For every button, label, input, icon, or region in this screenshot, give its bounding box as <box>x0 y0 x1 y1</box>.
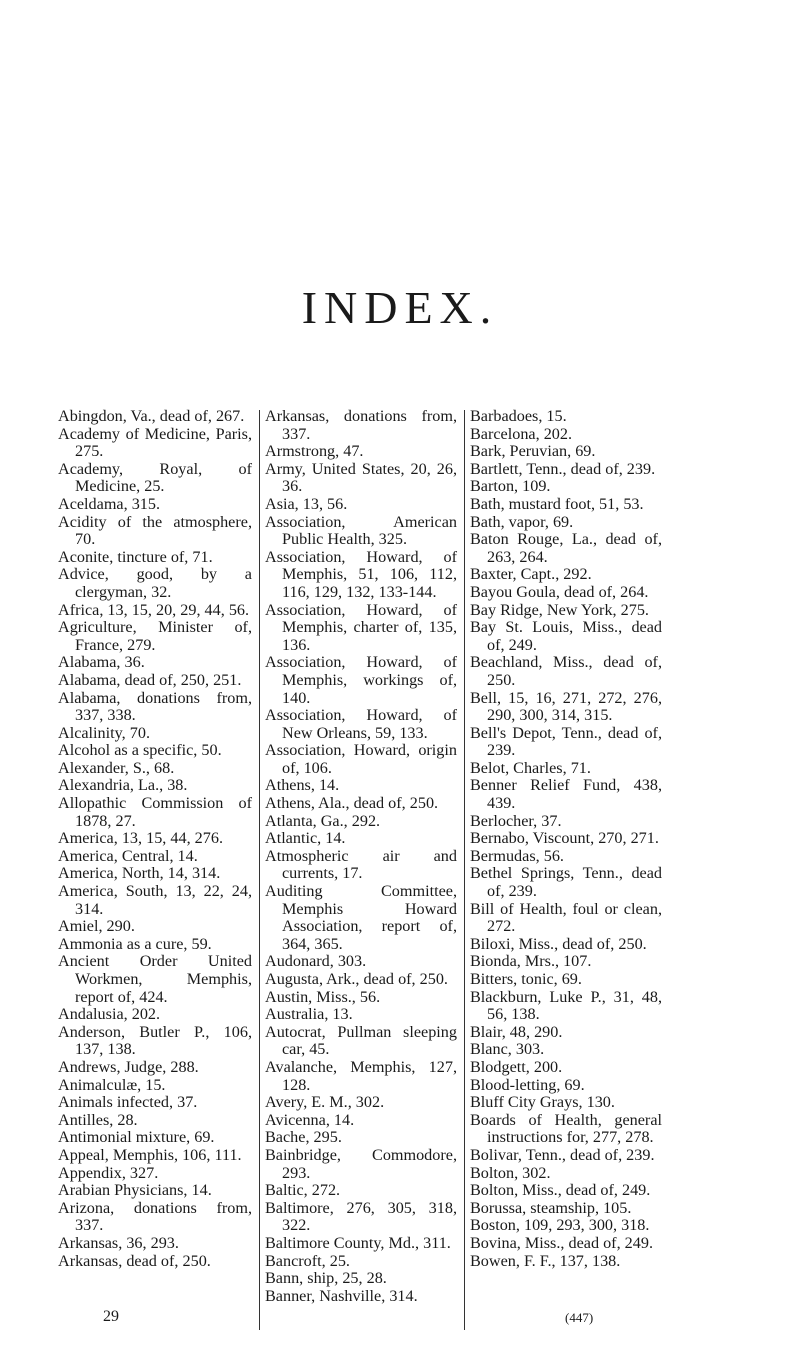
index-entry: Bancroft, 25. <box>265 1251 350 1270</box>
signature-mark: 29 <box>103 1308 119 1325</box>
index-entry: Appeal, Memphis, 106, 111. <box>58 1145 242 1164</box>
index-entry: Avicenna, 14. <box>265 1110 355 1129</box>
index-entry: Bermudas, 56. <box>470 846 564 865</box>
index-entry: Association, Howard, of New Orleans, 59, 133. <box>265 706 457 742</box>
page-title: INDEX. <box>301 282 499 333</box>
index-entry: America, South, 13, 22, 24, 314. <box>58 882 252 918</box>
index-entry: Antimonial mixture, 69. <box>58 1128 215 1147</box>
index-entry: Bolton, Miss., dead of, 249. <box>470 1181 651 1200</box>
index-entry: Andalusia, 202. <box>58 1005 161 1024</box>
index-entry: Alexander, S., 68. <box>58 758 175 777</box>
index-entry: America, 13, 15, 44, 276. <box>58 829 223 848</box>
index-entry: Berlocher, 37. <box>470 811 562 830</box>
index-entry: Belot, Charles, 71. <box>470 758 591 777</box>
index-entry: Baton Rouge, La., dead of, 263, 264. <box>470 530 662 566</box>
index-entry: Alabama, 36. <box>58 653 145 672</box>
index-entry: Bitters, tonic, 69. <box>470 970 582 988</box>
page-number: (447) <box>565 1310 594 1325</box>
index-entry: Aconite, tincture of, 71. <box>58 547 213 566</box>
index-entry: Antilles, 28. <box>58 1110 138 1129</box>
index-entry: Appendix, 327. <box>58 1163 159 1182</box>
index-entry: Australia, 13. <box>265 1005 353 1024</box>
index-entry: Ammonia as a cure, 59. <box>58 934 212 953</box>
index-entry: Bath, mustard foot, 51, 53. <box>470 494 644 513</box>
index-entry: Alcohol as a specific, 50. <box>58 741 222 760</box>
index-entry: Armstrong, 47. <box>265 442 364 461</box>
index-entry: Abingdon, Va., dead of, 267. <box>58 407 245 425</box>
index-entry: Blackburn, Luke P., 31, 48, 56, 138. <box>470 987 662 1024</box>
index-entry: Auditing Committee, Memphis Howard Association, report of, 364, 365. <box>265 882 457 953</box>
index-entry: Bath, vapor, 69. <box>470 512 574 531</box>
index-entry: Augusta, Ark., dead of, 250. <box>265 970 448 988</box>
index-entry: Barbadoes, 15. <box>470 407 567 425</box>
index-entry: Blodgett, 200. <box>470 1057 563 1076</box>
index-entry: Association, Howard, origin of, 106. <box>265 741 457 777</box>
index-entry: Aceldama, 315. <box>58 494 161 513</box>
index-entry: Beachland, Miss., dead of, 250. <box>470 653 662 689</box>
index-entry: Bethel Springs, Tenn., dead of, 239. <box>470 864 662 901</box>
index-column-2 <box>265 408 457 1305</box>
index-entry: Barton, 109. <box>470 477 551 496</box>
index-entry: Barcelona, 202. <box>470 424 573 443</box>
index-entry: Blair, 48, 290. <box>470 1022 563 1041</box>
index-entry: Bainbridge, Commodore, 293. <box>265 1145 457 1182</box>
index-column-1 <box>58 408 252 1270</box>
index-entry: Boards of Health, general instructions for, 277, 278. <box>470 1110 662 1147</box>
index-entry: Borussa, steamship, 105. <box>470 1198 632 1217</box>
index-entry: Bolton, 302. <box>470 1163 551 1182</box>
index-entry: Blood-letting, 69. <box>470 1075 585 1094</box>
index-entry: Advice, good, by a clergyman, 32. <box>58 565 252 601</box>
index-entry: Army, United States, 20, 26, 36. <box>265 459 457 496</box>
index-entry: Acidity of the atmosphere, 70. <box>58 512 252 549</box>
index-entry: Academy, Royal, of Medicine, 25. <box>58 459 252 496</box>
index-entry: Animalculæ, 15. <box>58 1075 166 1094</box>
index-entry: Andrews, Judge, 288. <box>58 1057 199 1076</box>
index-entry: Avalanche, Memphis, 127, 128. <box>265 1057 457 1094</box>
index-column-3 <box>470 408 662 1270</box>
index-entry: Association, Howard, of Memphis, 51, 106, 112, 116, 129, 132, 133-144. <box>265 547 457 601</box>
index-entry: America, Central, 14. <box>58 846 198 865</box>
index-entry: Baltimore County, Md., 311. <box>265 1233 451 1252</box>
index-entry: Autocrat, Pullman sleeping car, 45. <box>265 1022 457 1059</box>
index-entry: Biloxi, Miss., dead of, 250. <box>470 934 647 953</box>
index-entry: Animals infected, 37. <box>58 1093 198 1112</box>
index-entry: Bluff City Grays, 130. <box>470 1093 615 1112</box>
index-entry: Bark, Peruvian, 69. <box>470 442 596 461</box>
index-entry: Bill of Health, foul or clean, 272. <box>470 899 662 936</box>
index-entry: Allopathic Commission of 1878, 27. <box>58 794 252 830</box>
index-entry: Alabama, donations from, 337, 338. <box>58 688 252 725</box>
index-entry: Athens, 14. <box>265 776 340 795</box>
index-entry: Bowen, F. F., 137, 138. <box>470 1251 621 1270</box>
index-entry: Anderson, Butler P., 106, 137, 138. <box>58 1022 252 1059</box>
index-entry: Bell, 15, 16, 271, 272, 276, 290, 300, 314, 315. <box>470 688 662 725</box>
index-entry: Arkansas, donations from, 337. <box>265 407 457 443</box>
column-divider <box>259 410 260 1330</box>
index-entry: Ancient Order United Workmen, Memphis, report of, 424. <box>58 952 252 1006</box>
index-entry: Arabian Physicians, 14. <box>58 1181 212 1200</box>
index-entry: Baltic, 272. <box>265 1181 341 1200</box>
index-entry: Arkansas, 36, 293. <box>58 1233 179 1252</box>
index-entry: Asia, 13, 56. <box>265 494 348 513</box>
index-entry: Bell's Depot, Tenn., dead of, 239. <box>470 723 662 760</box>
index-entry: Agriculture, Minister of, France, 279. <box>58 618 252 654</box>
index-entry: Association, Howard, of Memphis, charter of, 135, 136. <box>265 600 457 654</box>
index-entry: America, North, 14, 314. <box>58 864 221 883</box>
index-entry: Avery, E. M., 302. <box>265 1093 385 1112</box>
index-entry: Bache, 295. <box>265 1128 342 1147</box>
index-entry: Baltimore, 276, 305, 318, 322. <box>265 1198 457 1235</box>
index-entry: Benner Relief Fund, 438, 439. <box>470 776 662 813</box>
index-entry: Academy of Medicine, Paris, 275. <box>58 424 252 461</box>
index-entry: Bayou Goula, dead of, 264. <box>470 582 649 601</box>
index-entry: Audonard, 303. <box>265 952 367 971</box>
index-entry: Bay St. Louis, Miss., dead of, 249. <box>470 618 662 654</box>
index-entry: Bovina, Miss., dead of, 249. <box>470 1233 653 1252</box>
index-entry: Alexandria, La., 38. <box>58 776 188 795</box>
index-entry: Alcalinity, 70. <box>58 723 151 742</box>
index-entry: Africa, 13, 15, 20, 29, 44, 56. <box>58 600 250 619</box>
index-entry: Atmospheric air and currents, 17. <box>265 846 457 883</box>
column-divider <box>464 410 465 1330</box>
index-entry: Baxter, Capt., 292. <box>470 565 592 584</box>
index-entry: Bionda, Mrs., 107. <box>470 952 592 971</box>
index-entry: Atlanta, Ga., 292. <box>265 811 381 830</box>
index-entry: Athens, Ala., dead of, 250. <box>265 794 439 813</box>
index-entry: Arkansas, dead of, 250. <box>58 1251 211 1270</box>
index-entry: Austin, Miss., 56. <box>265 987 381 1006</box>
index-entry: Banner, Nashville, 314. <box>265 1286 418 1305</box>
index-entry: Amiel, 290. <box>58 917 135 936</box>
index-entry: Bolivar, Tenn., dead of, 239. <box>470 1145 655 1164</box>
index-entry: Atlantic, 14. <box>265 829 346 848</box>
index-entry: Alabama, dead of, 250, 251. <box>58 670 242 689</box>
index-entry: Arizona, donations from, 337. <box>58 1198 252 1235</box>
index-entry: Boston, 109, 293, 300, 318. <box>470 1216 650 1235</box>
index-entry: Blanc, 303. <box>470 1040 545 1059</box>
index-entry: Bernabo, Viscount, 270, 271. <box>470 829 659 848</box>
index-entry: Bartlett, Tenn., dead of, 239. <box>470 459 656 478</box>
index-entry: Bann, ship, 25, 28. <box>265 1269 387 1288</box>
index-entry: Association, Howard, of Memphis, workings of, 140. <box>265 653 457 707</box>
index-entry: Association, American Public Health, 325. <box>265 512 457 549</box>
index-entry: Bay Ridge, New York, 275. <box>470 600 649 619</box>
